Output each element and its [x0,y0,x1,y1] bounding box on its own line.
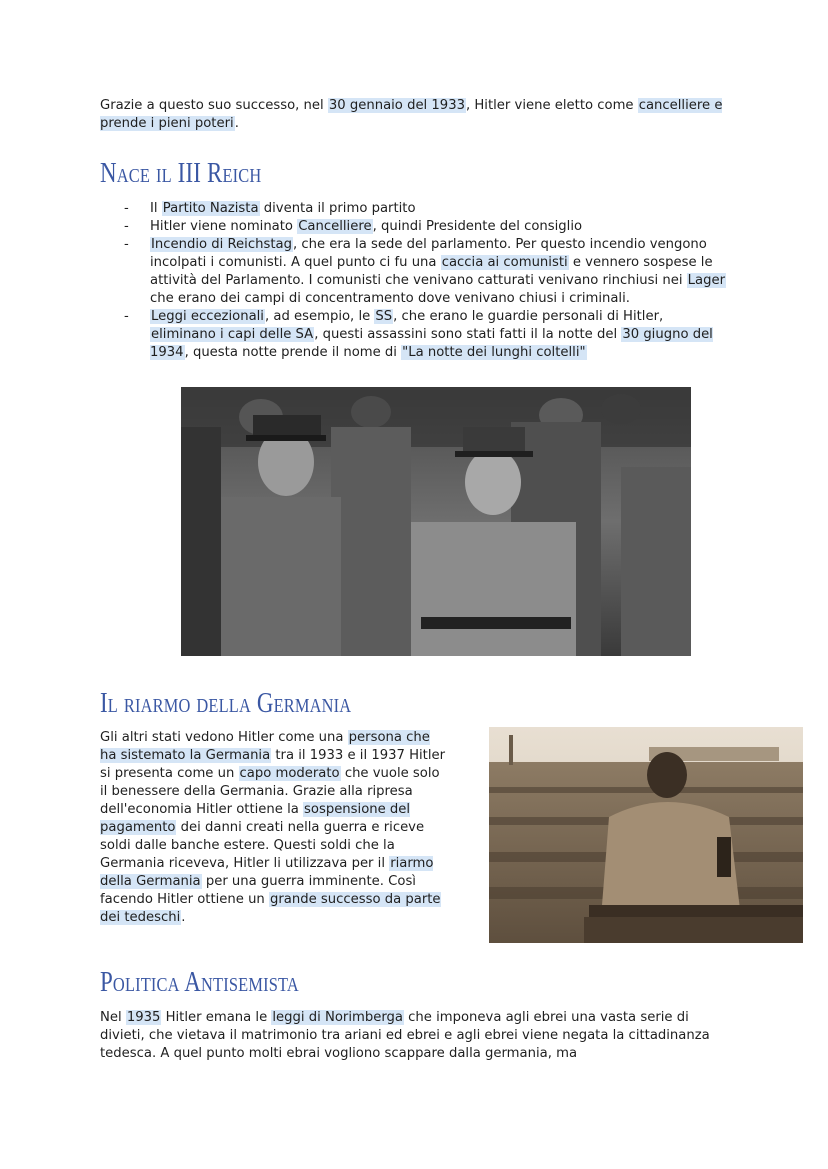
intro-text: , Hitler viene eletto come [465,98,638,113]
antisem-text: Hitler emana le [161,1010,272,1025]
rearm-text: per una guerra imminente. Così facendo Hitler ottiene un [100,874,416,907]
item-highlight: Partito Nazista [162,201,259,216]
antisem-text: che imponeva agli ebrei una vasta serie di divieti, che vietava il matrimonio tra ariani ed ebrei e agli ebrei viene negata la cittadinanza tedesca. A quel punto molti ebrai vogliono scappare dalla germania, ma [100,1010,710,1061]
item-text: , quindi Presidente del consiglio [372,219,583,234]
list-item [100,200,730,218]
item-highlight: eliminano i capi delle SA [151,327,314,342]
item-highlight: Incendio di Reichstag [151,237,292,252]
item-text: Il [150,201,162,216]
item-highlight: Cancelliere [298,219,372,234]
rearm-highlight: sospensione del pagamento [100,802,411,835]
item-highlight: SS [375,309,393,324]
rearm-text: che vuole solo il benessere della Germania. Grazie alla ripresa dell'economia Hitler ottiene la [100,766,440,817]
rearm-highlight: capo moderato [239,766,340,781]
antisem-highlight: 1935 [126,1010,161,1025]
antisem-highlight: leggi di Norimberga [272,1010,403,1025]
list-item [100,308,730,362]
item-text: , ad esempio, le [264,309,375,324]
rearm-highlight: persona che ha sistemato la Germania [100,730,430,763]
item-text: diventa il primo partito [259,201,416,216]
intro-highlight-date: 30 gennaio del 1933 [328,98,465,113]
section-title-rearmament: Il riarmo della Germania [100,688,352,719]
item-text: , che era la sede del parlamento. Per questo incendio vengono incolpati i comunisti. A quel punto ci fu una [150,237,707,270]
antisemitic-paragraph [100,1009,730,1063]
rearmament-paragraph [100,729,450,927]
rearm-highlight: riarmo della Germania [100,856,434,889]
item-text: Hitler viene nominato [150,219,298,234]
item-highlight: Lager [687,273,726,288]
intro-paragraph [100,97,730,133]
rearm-text: Gli altri stati vedono Hitler come una [100,730,348,745]
item-text: e vennero sospese le attività del Parlamento. I comunisti che venivano catturati venivano rinchiusi nei [150,255,713,288]
third-reich-list [100,200,730,362]
intro-text: . [234,116,239,131]
item-highlight: "La notte dei lunghi coltelli" [402,345,586,360]
antisem-text: Nel [100,1010,126,1025]
item-text: , questi assassini sono stati fatti il la notte del [314,327,622,342]
rearm-text: tra il 1933 e il 1937 Hitler si presenta come un [100,748,446,781]
list-item [100,236,730,308]
rearm-highlight: grande successo da parte dei tedeschi [100,892,441,925]
rearm-text: . [181,910,186,925]
item-highlight: Leggi eccezionali [151,309,264,324]
item-text: , questa notte prende il nome di [184,345,402,360]
intro-text: Grazie a questo suo successo, nel [100,98,328,113]
list-item [100,218,730,236]
item-highlight: 30 giugno del 1934 [150,327,713,360]
section-title-third-reich: Nace il III Reich [100,158,262,189]
rearm-text: dei danni creati nella guerra e riceve soldi dalle banche estere. Questi soldi che la Germania riceveva, Hitler li utilizzava per il [100,820,425,871]
historical-photo-rally [489,727,803,943]
historical-photo-officers [181,387,691,656]
item-highlight: caccia ai comunisti [441,255,568,270]
intro-highlight-power: cancelliere e prende i pieni poteri [100,98,723,131]
item-text: che erano dei campi di concentramento dove venivano chiusi i criminali. [150,291,630,306]
item-text: , che erano le guardie personali di Hitler, [393,309,664,324]
section-title-antisemitic-policy: Politica Antisemista [100,967,299,998]
